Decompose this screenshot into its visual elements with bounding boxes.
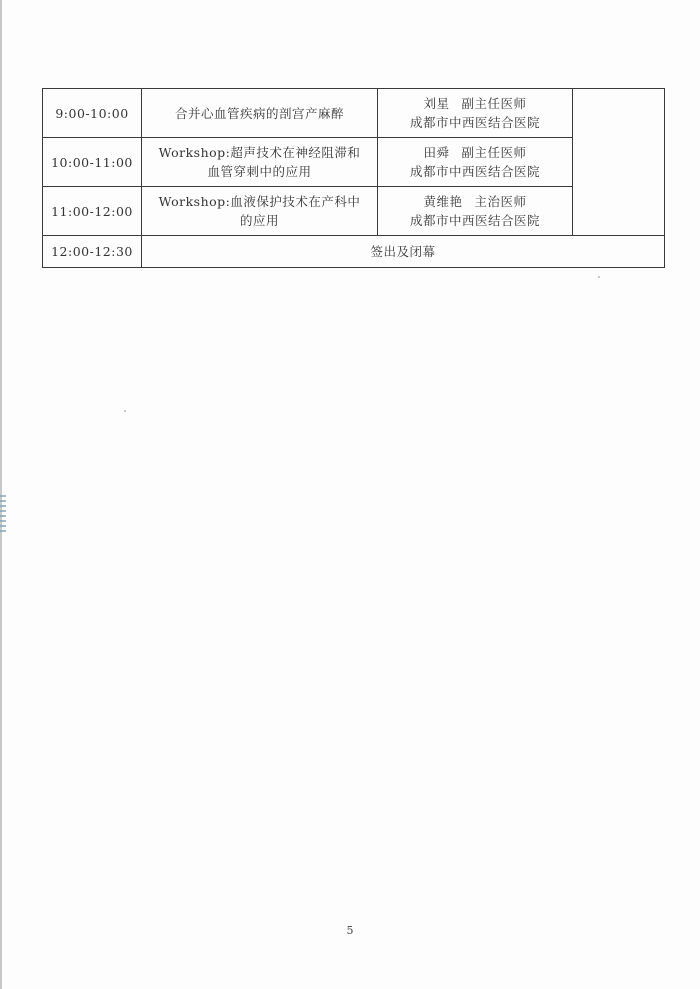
- time-cell: 9:00-10:00: [43, 89, 142, 138]
- speaker-org: 成都市中西医结合医院: [409, 213, 540, 228]
- speaker-title: 主治医师: [474, 194, 527, 209]
- speaker-name: 田舜: [423, 145, 450, 160]
- schedule-table: [42, 88, 665, 268]
- speaker-line: [384, 143, 566, 162]
- topic-line: Workshop:超声技术在神经阻滞和: [158, 145, 361, 160]
- speaker-line: [384, 94, 566, 113]
- table-row: [43, 187, 665, 236]
- speaker-line: [384, 192, 566, 211]
- speaker-org: 成都市中西医结合医院: [409, 164, 540, 179]
- speaker-cell: [378, 187, 573, 236]
- table-row: [43, 236, 665, 268]
- scan-speck: [598, 276, 600, 278]
- speaker-cell: [378, 138, 573, 187]
- binding-mark: [0, 495, 6, 533]
- page-number: 5: [346, 924, 354, 937]
- table-row: [43, 138, 665, 187]
- time-cell: 10:00-11:00: [43, 138, 142, 187]
- speaker-title: 副主任医师: [461, 96, 527, 111]
- moderator-cell: [573, 89, 665, 236]
- topic-line: 合并心血管疾病的剖宫产麻醉: [174, 105, 344, 121]
- speaker-cell: [378, 89, 573, 138]
- closing-cell: 签出及闭幕: [142, 236, 665, 268]
- time-cell: 12:00-12:30: [43, 236, 142, 268]
- topic-line: 的应用: [239, 213, 279, 228]
- topic-cell: [142, 187, 378, 236]
- scan-speck: [124, 410, 126, 412]
- speaker-title: 副主任医师: [461, 145, 527, 160]
- speaker-name: 刘星: [423, 96, 450, 111]
- speaker-name: 黄维艳: [423, 194, 463, 209]
- time-cell: 11:00-12:00: [43, 187, 142, 236]
- topic-cell: [142, 89, 378, 138]
- topic-cell: [142, 138, 378, 187]
- table-row: [43, 89, 665, 138]
- speaker-org: 成都市中西医结合医院: [409, 115, 540, 130]
- topic-line: Workshop:血液保护技术在产科中: [158, 194, 361, 209]
- topic-line: 血管穿刺中的应用: [207, 164, 312, 179]
